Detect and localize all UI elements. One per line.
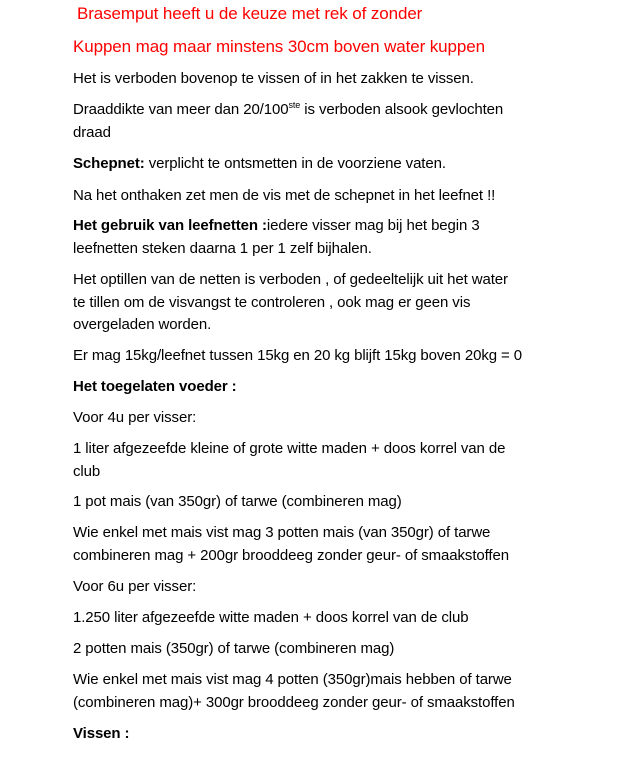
voeder-6u-maden: 1.250 liter afgezeefde witte maden + doos korrel van de club	[73, 609, 469, 626]
rule-bovenop: Het is verboden bovenop te vissen of in het zakken te vissen.	[73, 70, 474, 87]
rule-leefnetten-cont: leefnetten steken daarna 1 per 1 zelf bijhalen.	[73, 240, 372, 257]
voeder-4u-heading: Voor 4u per visser:	[73, 409, 197, 426]
heading-kuppen: Kuppen mag maar minstens 30cm boven water kuppen	[73, 37, 485, 56]
rule-onthaken: Na het onthaken zet men de vis met de schepnet in het leefnet !!	[73, 187, 496, 204]
rule-optillen-2: te tillen om de visvangst te controleren , ook mag er geen vis	[73, 294, 471, 311]
voeder-4u-mais: 1 pot mais (van 350gr) of tarwe (combineren mag)	[73, 493, 402, 510]
heading-voeder: Het toegelaten voeder :	[73, 378, 237, 395]
voeder-6u-enkel-mais-cont: (combineren mag)+ 300gr brooddeeg zonder geur- of smaakstoffen	[73, 694, 515, 711]
heading-vissen: Vissen :	[73, 725, 130, 742]
superscript-ste: ste	[288, 100, 301, 110]
voeder-6u-heading: Voor 6u per visser:	[73, 578, 197, 595]
leefnetten-text: iedere visser mag bij het begin 3	[266, 217, 480, 234]
rule-leefnetten	[73, 214, 480, 237]
rule-draaddikte-text: Draaddikte van meer dan 20/100	[73, 101, 289, 118]
voeder-6u-mais: 2 potten mais (350gr) of tarwe (combineren mag)	[73, 640, 395, 657]
voeder-4u-enkel-mais-cont: combineren mag + 200gr brooddeeg zonder geur- of smaakstoffen	[73, 547, 509, 564]
rule-optillen-1: Het optillen van de netten is verboden , of gedeeltelijk uit het water	[73, 271, 508, 288]
rule-draaddikte-cont: draad	[73, 124, 111, 141]
voeder-6u-enkel-mais: Wie enkel met mais vist mag 4 potten (350gr)mais hebben of tarwe	[73, 671, 512, 688]
voeder-4u-maden: 1 liter afgezeefde kleine of grote witte maden + doos korrel van de	[73, 440, 506, 457]
heading-brasemput: Brasemput heeft u de keuze met rek of zonder	[77, 4, 423, 23]
rule-schepnet	[73, 152, 446, 175]
schepnet-label: Schepnet:	[73, 155, 145, 172]
rule-gewicht: Er mag 15kg/leefnet tussen 15kg en 20 kg blijft 15kg boven 20kg = 0	[73, 347, 523, 364]
rule-draaddikte	[73, 98, 503, 121]
rule-draaddikte-text-2: is verboden alsook gevlochten	[300, 101, 504, 118]
voeder-4u-enkel-mais: Wie enkel met mais vist mag 3 potten mais (van 350gr) of tarwe	[73, 524, 491, 541]
leefnetten-label: Het gebruik van leefnetten :	[73, 217, 267, 234]
rule-optillen-3: overgeladen worden.	[73, 316, 212, 333]
voeder-4u-maden-cont: club	[73, 463, 101, 480]
schepnet-text: verplicht te ontsmetten in de voorziene vaten.	[144, 155, 446, 172]
